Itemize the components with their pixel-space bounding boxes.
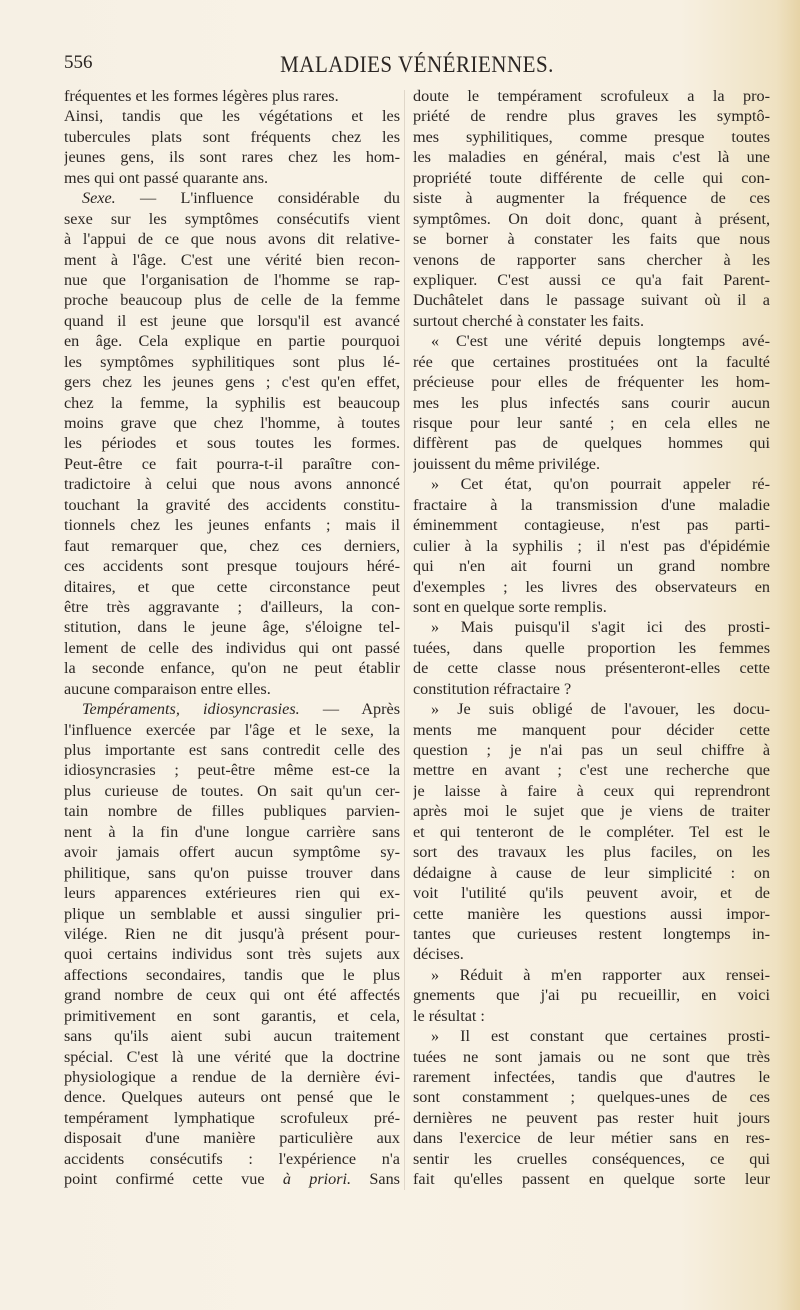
text-line — [64, 168, 400, 188]
text-segment: être très aggravante ; d'ailleurs, la con- — [64, 597, 400, 616]
text-line — [413, 209, 770, 229]
text-segment: dernières ne peuvent pas rester huit jours — [413, 1108, 770, 1127]
text-line — [413, 944, 770, 964]
text-segment: » Mais puisqu'il s'agit ici des prosti- — [431, 618, 770, 637]
text-segment: — L'influence considérable du — [115, 189, 400, 208]
text-segment: tuées ne sont jamais ou ne sont que très — [413, 1047, 770, 1066]
text-segment: sentir les cruelles conséquences, ce qui — [413, 1149, 770, 1168]
text-segment: faut remarquer que, chez ces derniers, — [64, 536, 400, 555]
text-segment: — Après — [299, 700, 400, 719]
text-line — [64, 1047, 400, 1067]
text-segment: ments me manquent pour décider cette — [413, 720, 770, 739]
text-line — [64, 985, 400, 1005]
text-segment: la seconde enfance, qu'on ne peut établir — [64, 659, 400, 678]
text-segment: jeunes gens, ils sont rares chez les hom- — [64, 148, 400, 167]
text-line — [413, 617, 770, 637]
text-line — [413, 86, 770, 106]
text-segment: le résultat : — [413, 1006, 485, 1025]
text-line — [413, 1047, 770, 1067]
text-line — [413, 290, 770, 310]
text-segment: proche beaucoup plus de celle de la femme — [64, 291, 400, 310]
text-segment: Ainsi, tandis que les végétations et les — [64, 107, 400, 126]
text-segment: spécial. C'est là une vérité que la doctrine — [64, 1047, 400, 1066]
text-line — [64, 924, 400, 944]
text-line — [413, 638, 770, 658]
text-line — [64, 1128, 400, 1148]
text-line — [64, 965, 400, 985]
text-segment: tradictoire à celui que nous avons annoncé — [64, 475, 400, 494]
text-line — [413, 822, 770, 842]
text-segment: tempérament lymphatique scrofuleux pré- — [64, 1108, 400, 1127]
text-line — [413, 924, 770, 944]
text-line — [413, 536, 770, 556]
text-segment: gnements que j'ai pu recueillir, en voici — [413, 986, 770, 1005]
text-line — [64, 658, 400, 678]
text-segment: philitique, sans qu'on puisse trouver dans — [64, 863, 400, 882]
text-line — [64, 127, 400, 147]
text-line — [64, 801, 400, 821]
text-segment: aucune comparaison entre elles. — [64, 679, 271, 698]
text-line — [64, 638, 400, 658]
text-segment: fractaire à la transmission d'une maladie — [413, 495, 770, 514]
text-line — [413, 372, 770, 392]
text-line — [64, 515, 400, 535]
text-segment: nent à la fin d'une longue carrière sans — [64, 822, 400, 841]
text-segment: culier à la syphilis ; il n'est pas d'épidémie — [413, 536, 770, 555]
text-line — [413, 250, 770, 270]
text-segment: fait qu'elles passent en quelque sorte leur — [413, 1170, 770, 1189]
text-line — [413, 597, 770, 617]
text-line — [64, 250, 400, 270]
text-segment: chez la femme, la syphilis est beaucoup — [64, 393, 400, 412]
text-line — [413, 352, 770, 372]
text-segment: vilége. Rien ne dit jusqu'à présent pour- — [64, 924, 400, 943]
text-segment: plus curieuse de toutes. On sait qu'un cer- — [64, 781, 400, 800]
running-title: MALADIES VÉNÉRIENNES. — [280, 50, 554, 78]
text-line — [413, 883, 770, 903]
text-segment: plus importante est sans contredit celle des — [64, 741, 400, 759]
text-segment: touchant la gravité des accidents constitu- — [64, 495, 400, 514]
text-line — [413, 515, 770, 535]
text-line — [413, 127, 770, 147]
text-line — [413, 311, 770, 331]
text-line — [64, 229, 400, 249]
italic-text: Tempéraments, idiosyncrasies. — [82, 700, 300, 719]
text-line — [413, 1087, 770, 1107]
text-segment: mes qui ont passé quarante ans. — [64, 168, 269, 187]
text-line — [64, 290, 400, 310]
text-segment: physiologique a rendue de la dernière évi- — [64, 1068, 400, 1086]
text-line — [64, 1026, 400, 1046]
text-segment: à l'appui de ce que nous avons dit relative- — [64, 230, 400, 249]
text-segment: sexe sur les symptômes consécutifs vient — [64, 209, 400, 228]
text-line — [64, 863, 400, 883]
text-line — [64, 781, 400, 801]
text-line — [64, 1169, 400, 1189]
text-segment: affections secondaires, tandis que le plus — [64, 965, 400, 984]
text-segment: fréquentes et les formes légères plus rares. — [64, 87, 339, 105]
text-segment: leurs apparences extérieures rien qui ex- — [64, 884, 400, 903]
text-segment: surtout cherché à constater les faits. — [413, 311, 645, 330]
text-line — [64, 147, 400, 167]
text-line — [413, 147, 770, 167]
right-column — [413, 86, 770, 1190]
text-segment: point confirmé cette vue — [64, 1170, 283, 1189]
text-segment: tionnels chez les jeunes enfants ; mais il — [64, 516, 400, 535]
text-segment: les périodes et sous toutes les formes. — [64, 434, 400, 453]
text-segment: dédaigne à cause de leur simplicité : on — [413, 863, 770, 882]
text-line — [413, 1108, 770, 1128]
text-line — [413, 1026, 770, 1046]
text-segment: avoir jamais offert aucun symptôme sy- — [64, 843, 400, 862]
text-line — [413, 1149, 770, 1169]
text-segment: ces accidents sont presque toujours héré- — [64, 557, 400, 576]
text-segment: et qui tenteront de le compléter. Tel est le — [413, 822, 770, 841]
text-segment: grand nombre de ceux qui ont été affectés — [64, 986, 400, 1005]
text-line — [64, 536, 400, 556]
text-line — [64, 577, 400, 597]
text-line — [64, 495, 400, 515]
text-line — [413, 863, 770, 883]
text-line — [413, 781, 770, 801]
column-divider — [404, 90, 405, 1190]
text-segment: lement de celle des individus qui ont passé — [64, 638, 400, 657]
text-segment: les maladies en général, mais c'est là une — [413, 148, 770, 167]
text-segment: sort des travaux les plus faciles, on les — [413, 843, 770, 862]
text-segment: tantes que curieuses restent longtemps in- — [413, 924, 770, 943]
text-segment: nue que l'organisation de l'homme se rap- — [64, 270, 400, 289]
text-line — [413, 229, 770, 249]
text-line — [64, 1006, 400, 1026]
left-column — [64, 86, 400, 1190]
text-segment: ment à l'âge. C'est une vérité bien recon- — [64, 250, 400, 269]
text-segment: gers chez les jeunes gens ; c'est qu'en effet, — [64, 373, 400, 392]
text-line — [413, 740, 770, 760]
text-segment: siste à augmenter la fréquence de ces — [413, 189, 770, 208]
text-line — [413, 985, 770, 1005]
text-line — [64, 393, 400, 413]
text-segment: tain nombre de filles publiques parvien- — [64, 802, 400, 821]
text-line — [413, 658, 770, 678]
text-segment: cette manière les questions aussi impor- — [413, 904, 770, 923]
text-segment: voit l'utilité qu'ils peuvent avoir, et de — [413, 884, 770, 903]
text-segment: se borner à constater les faits que nous — [413, 230, 770, 249]
text-line — [413, 842, 770, 862]
text-line — [413, 188, 770, 208]
text-segment: quoi certains individus sont très sujets aux — [64, 945, 400, 964]
text-line — [64, 883, 400, 903]
text-line — [64, 188, 400, 208]
text-segment: propriété toute différente de celle qui con- — [413, 168, 770, 187]
text-line — [64, 699, 400, 719]
text-line — [413, 801, 770, 821]
text-segment: rée que certaines prostituées ont la faculté — [413, 352, 770, 371]
text-line — [413, 577, 770, 597]
text-line — [413, 1128, 770, 1148]
italic-text: Sexe. — [82, 189, 116, 208]
italic-text: à priori. — [282, 1170, 352, 1189]
text-line — [413, 168, 770, 188]
text-line — [64, 352, 400, 372]
text-line — [64, 679, 400, 699]
text-line — [64, 106, 400, 126]
running-header — [64, 52, 770, 82]
text-line — [64, 1067, 400, 1087]
text-segment: d'exemples ; les livres des observateurs en — [413, 577, 770, 596]
text-line — [413, 965, 770, 985]
text-line — [64, 556, 400, 576]
text-segment: décises. — [413, 945, 464, 964]
text-line — [64, 433, 400, 453]
text-segment: « C'est une vérité depuis longtemps avé- — [431, 332, 770, 351]
text-line — [413, 106, 770, 126]
text-line — [64, 1149, 400, 1169]
text-line — [413, 331, 770, 351]
text-line — [64, 454, 400, 474]
text-line — [413, 1169, 770, 1189]
text-segment: rarement infectées, tandis que d'autres le — [413, 1068, 770, 1086]
text-line — [64, 474, 400, 494]
text-segment: question ; je n'ai pas un seul chiffre à — [413, 741, 770, 759]
text-line — [64, 209, 400, 229]
text-line — [413, 495, 770, 515]
text-segment: mes syphilitiques, comme presque toutes — [413, 127, 770, 146]
text-line — [64, 270, 400, 290]
text-line — [413, 699, 770, 719]
text-line — [413, 413, 770, 433]
text-line — [413, 720, 770, 740]
text-segment: » Il est constant que certaines prosti- — [431, 1027, 770, 1046]
text-segment: tuées, dans quelle proportion les femmes — [413, 638, 770, 657]
text-segment: éminemment contagieuse, n'est pas parti- — [413, 516, 770, 535]
text-segment: expliquer. C'est aussi ce qu'a fait Parent- — [413, 270, 770, 289]
text-line — [413, 679, 770, 699]
text-line — [64, 86, 400, 106]
text-segment: idiosyncrasies ; peut-être même est-ce la — [64, 761, 400, 780]
text-segment: sont constamment ; quelques-unes de ces — [413, 1088, 770, 1107]
text-segment: risque pour leur santé ; en cela elles ne — [413, 414, 770, 432]
text-line — [413, 474, 770, 494]
text-segment: symptômes. On doit donc, quant à présent, — [413, 209, 770, 228]
text-segment: mettre en avant ; c'est une recherche que — [413, 761, 770, 780]
text-segment: après moi le sujet que je viens de traiter — [413, 802, 770, 821]
text-segment: tubercules plats sont fréquents chez les — [64, 127, 400, 146]
text-line — [413, 556, 770, 576]
text-line — [413, 1067, 770, 1087]
text-segment: dans l'exercice de leur métier sans en res- — [413, 1129, 770, 1148]
text-line — [64, 740, 400, 760]
text-segment: doute le tempérament scrofuleux a la pro- — [413, 87, 770, 105]
text-segment: je laisse à faire à ceux qui reprendront — [413, 781, 770, 800]
text-segment: dence. Quelques auteurs ont pensé que le — [64, 1088, 400, 1107]
text-segment: jouissent du même privilége. — [413, 454, 601, 473]
text-segment: mes les plus infectés sans courir aucun — [413, 393, 770, 412]
text-segment: l'influence exercée par l'âge et le sexe, la — [64, 720, 400, 739]
text-segment: accidents consécutifs : l'expérience n'a — [64, 1149, 400, 1168]
text-segment: moins grave que chez l'homme, à toutes — [64, 414, 400, 432]
text-segment: » Je suis obligé de l'avouer, les docu- — [431, 700, 770, 719]
text-line — [64, 617, 400, 637]
text-segment: qui n'en ait fourni un grand nombre — [413, 557, 770, 576]
text-line — [64, 944, 400, 964]
text-line — [64, 904, 400, 924]
text-line — [64, 413, 400, 433]
text-segment: en âge. Cela explique en partie pourquoi — [64, 332, 400, 351]
text-segment: » Réduit à m'en rapporter aux rensei- — [431, 965, 770, 984]
text-segment: ditaires, et que cette circonstance peut — [64, 577, 400, 596]
text-segment: Duchâtelet dans le passage suivant où il a — [413, 291, 770, 310]
text-line — [413, 760, 770, 780]
text-line — [413, 270, 770, 290]
text-line — [64, 597, 400, 617]
text-line — [413, 1006, 770, 1026]
text-segment: les symptômes syphilitiques sont plus lé- — [64, 352, 400, 371]
text-line — [64, 720, 400, 740]
text-line — [64, 1108, 400, 1128]
text-segment: stitution, dans le jeune âge, s'éloigne tel- — [64, 618, 400, 637]
text-segment: disposait d'une manière particulière aux — [64, 1129, 400, 1148]
page-number: 556 — [64, 52, 93, 73]
text-segment: primitivement en sont garantis, et cela, — [64, 1006, 400, 1025]
text-line — [64, 1087, 400, 1107]
text-segment: Sans — [351, 1170, 400, 1189]
text-segment: constitution réfractaire ? — [413, 679, 572, 698]
text-segment: précieuse pour elles de fréquenter les hom- — [413, 373, 770, 392]
text-line — [64, 760, 400, 780]
text-line — [413, 433, 770, 453]
text-line — [64, 842, 400, 862]
text-line — [64, 311, 400, 331]
text-segment: priété de rendre plus graves les symptô- — [413, 107, 770, 126]
text-segment: plique un semblable et aussi singulier pri- — [64, 904, 400, 923]
text-line — [64, 822, 400, 842]
text-line — [64, 372, 400, 392]
text-segment: » Cet état, qu'on pourrait appeler ré- — [431, 475, 770, 494]
text-segment: venons de rapporter sans chercher à les — [413, 250, 770, 269]
text-segment: diffèrent pas de quelques hommes qui — [413, 434, 770, 453]
text-line — [413, 393, 770, 413]
text-line — [413, 454, 770, 474]
text-segment: Peut-être ce fait pourra-t-il paraître con- — [64, 454, 400, 473]
text-line — [64, 331, 400, 351]
text-segment: quand il est jeune que lorsqu'il est avancé — [64, 311, 400, 330]
text-segment: sans qu'ils aient subi aucun traitement — [64, 1027, 400, 1046]
text-line — [413, 904, 770, 924]
text-segment: de cette classe nous présenteront-elles cette — [413, 659, 770, 678]
text-segment: sont en quelque sorte remplis. — [413, 597, 607, 616]
